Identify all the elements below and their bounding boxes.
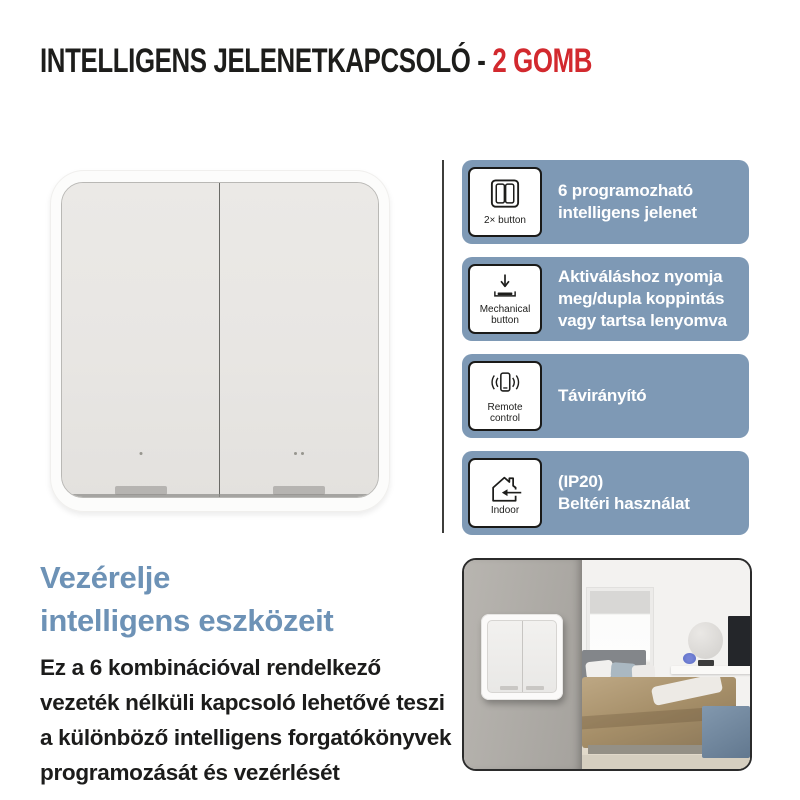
photo-vanity-table [671,666,752,674]
two-button-switch-icon [485,177,525,215]
photo-tv-screen [728,616,752,668]
icon-box [468,167,542,237]
photo-wall-switch [481,614,563,700]
photo-vanity-items [698,660,714,666]
product-switch-right-rocker [220,183,378,497]
double-dot-marking [294,452,304,455]
single-dot-marking [139,452,142,455]
section-heading: Vezérelje intelligens eszközeit [40,560,334,638]
feature-row-buttons [462,160,749,244]
description-paragraph: Ez a 6 kombinációval rendelkező vezeték nélküli kapcsoló lehetővé teszi a különböző intelligens forgatókönyvek programozását és vezérlését [40,655,452,785]
feature-row-mechanical [462,257,749,341]
feature-row-remote [462,354,749,438]
feature-text: Távirányító [558,386,647,405]
feature-text: (IP20) Beltéri használat [558,472,690,513]
photo-switch-notch [526,686,544,690]
mechanical-button-icon [487,272,523,304]
icon-box [468,264,542,334]
photo-blue-flowers [683,653,696,664]
product-switch-rockers [61,182,379,498]
icon-box [468,458,542,528]
page-title [40,44,592,78]
icon-label: Indoor [490,505,520,517]
vertical-divider [442,160,444,533]
page-title-black: INTELLIGENS JELENETKAPCSOLÓ - [40,42,486,80]
page-title-red: 2 GOMB [492,42,593,80]
product-switch-left-rocker [62,183,220,497]
photo-blue-bench [702,706,750,758]
icon-label: Mechanical button [479,304,531,326]
feature-list [462,160,749,548]
rocker-bottom-edge [62,494,378,497]
feature-row-indoor [462,451,749,535]
bedroom-photo [462,558,752,771]
feature-text: 6 programozható intelligens jelenet [558,181,697,222]
icon-box [468,361,542,431]
indoor-icon [485,469,525,505]
photo-switch-notch [500,686,518,690]
icon-label: 2× button [484,215,526,227]
icon-label: Remote control [487,402,523,424]
photo-wall-switch-rockers [487,620,557,693]
remote-control-icon [486,368,524,402]
photo-sheet-fold [651,677,723,706]
product-switch-image [50,170,390,512]
photo-switch-divider [522,621,523,692]
feature-text: Aktiváláshoz nyomja meg/dupla koppintás vagy tartsa lenyomva [558,267,727,330]
